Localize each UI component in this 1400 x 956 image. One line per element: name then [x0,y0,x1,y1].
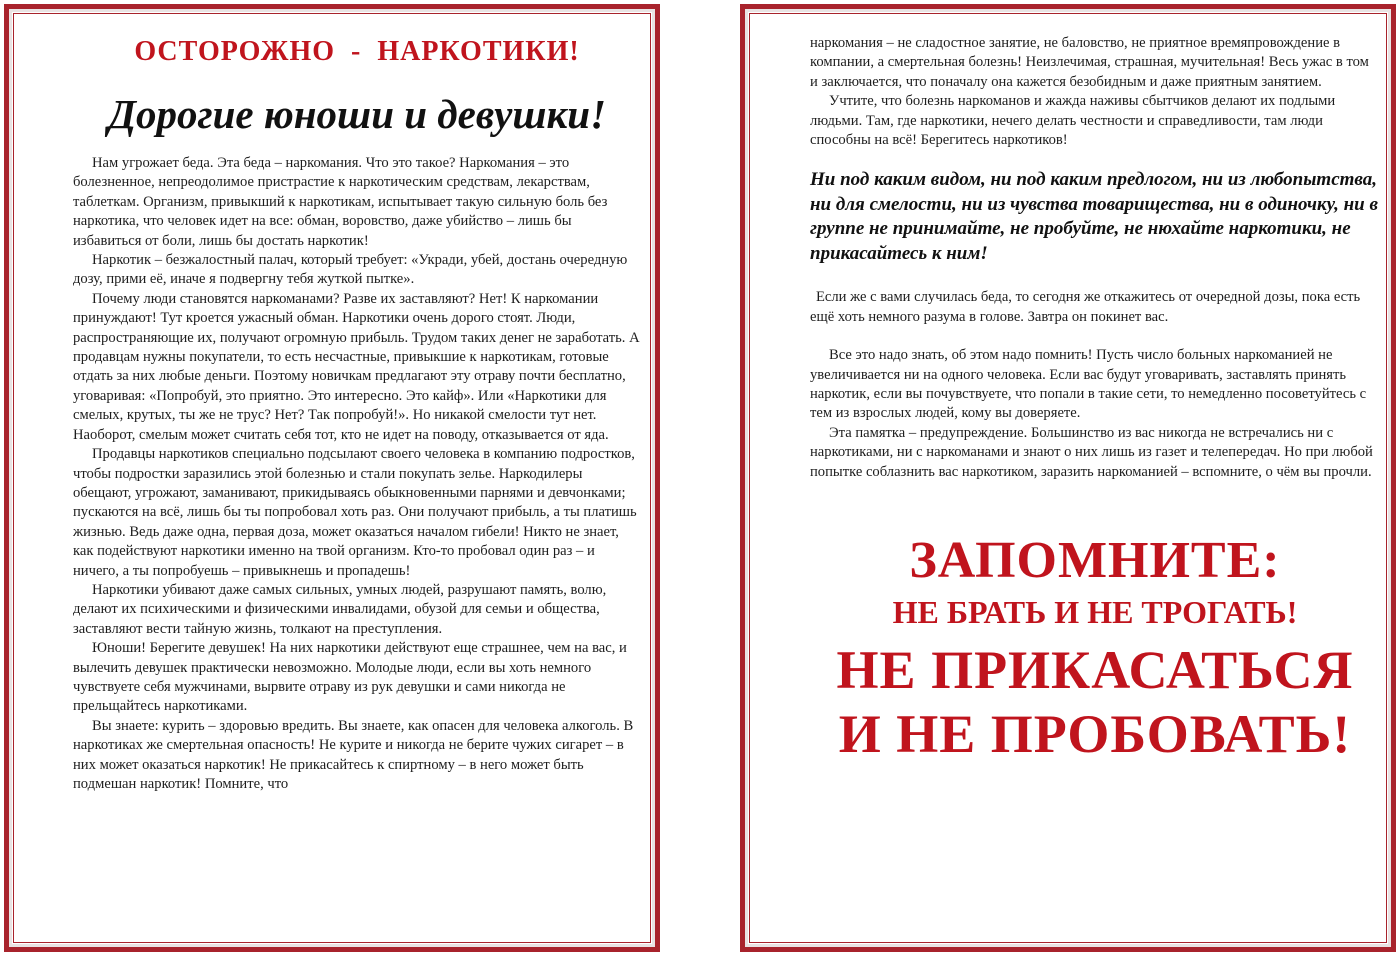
page-title: ОСТОРОЖНО - НАРКОТИКИ! [134,36,580,67]
paragraph: Нам угрожает беда. Эта беда – наркомания. Что это такое? Наркомания – это болезненное, непреодолимое пристрастие к наркотическим средствам, лекарствам, таблеткам. Организм, привыкший к наркотикам, испытывает такую сильную боль без наркотика, что человек идет на все: обман, воровство, даже убийство – лишь бы избавиться от боли, лишь бы достать наркотик! [73,155,608,249]
slogan-block [810,530,1380,766]
paragraph: Эта памятка – предупреждение. Большинство из вас никогда не встречались ни с наркотиками, ни с наркоманами и знают о них лишь из газет и телепередач. Но при любой попытке соблазнить вас наркотиком, заразить наркоманией – вспомните, о чём вы прочли. [810,424,1373,480]
slogan-dont-touch: НЕ ПРИКАСАТЬСЯ [836,640,1354,701]
paragraph: Юноши! Берегите девушек! На них наркотики действуют еще страшнее, чем на вас, и вылечить девушек практически невозможно. Молодые люди, если вы хоть немного чувствуете себя мужчинами, вырвите отраву из рук девушки и сами никогда не прельщайтесь наркотиками. [73,640,627,715]
right-content [810,34,1380,766]
paragraph: Учтите, что болезнь наркоманов и жажда наживы сбытчиков делают их подлыми людьми. Там, где наркотики, нечего делать честности и справедливости, там люди способны на всё! Берегитесь наркотиков! [810,93,1336,149]
warning-text: Ни под каким видом, ни под каким предлогом, ни из любопытства, ни для смелости, ни из чувства товарищества, ни в одиночку, ни в группе не принимайте, не пробуйте, не нюхайте наркотики, не прикасайтесь к ним! [810,169,1378,264]
paragraph: наркомания – не сладостное занятие, не баловство, не приятное времяпровождение в компании, а смертельная болезнь! Неизлечимая, страшная, мучительная! Весь ужас в том и заключается, что поначалу она кажется безобидным и даже приятным занятием. [810,35,1369,90]
page-subtitle: Дорогие юноши и девушки! [107,91,607,137]
paragraph: Если же с вами случилась беда, то сегодня же откажитесь от очередной дозы, пока есть ещё хоть немного разума в голове. Завтра он покинет вас. [810,289,1361,325]
left-page [0,0,664,956]
right-page [736,0,1400,956]
slogan-dont-try: И НЕ ПРОБОВАТЬ! [838,704,1352,765]
paragraph: Вы знаете: курить – здоровью вредить. Вы знаете, как опасен для человека алкоголь. В наркотиках же смертельная опасность! Не курите и никогда не берите чужих сигарет – в них может оказаться наркотик! Не прикасайтесь к спиртному – в него может быть подмешан наркотик! Помните, что [73,717,634,792]
left-content [73,36,641,794]
slogan-remember: ЗАПОМНИТЕ: [909,532,1281,590]
paragraph: Наркотик – безжалостный палач, который требует: «Укради, убей, достань очередную дозу, прими её, иначе я подвергну тебя жуткой пытке». [73,252,628,288]
paragraph: Почему люди становятся наркоманами? Разве их заставляют? Нет! К наркомании принуждают! Тут кроется ужасный обман. Наркотики очень дорого стоят. Люди, распространяющие их, получают огромную прибыль. Трудом таких денег не заработать. А продавцам нужны покупатели, то есть несчастные, привыкшие к наркотикам, готовые отдать за них любые деньги. Поэтому новичкам предлагают эту отраву почти бесплатно, уговаривая: «Попробуй, это приятно. Это интересно. Это кайф». Или «Наркотики для смелых, крутых, ты же не трус? Нет? Так попробуй!». Но никакой смелости тут нет. Наоборот, смелым может считать себя тот, кто не идет на поводу, отказывается от яда. [73,290,640,443]
paragraph: Все это надо знать, об этом надо помнить! Пусть число больных наркоманией не увеличивается ни на одного человека. Если вас будут уговаривать, заставлять принять наркотик, если вы почувствуете, что попали в такие сети, то немедленно посоветуйтесь с тем из взрослых людей, кому вы доверяете. [810,347,1367,422]
slogan-dont-take: НЕ БРАТЬ И НЕ ТРОГАТЬ! [892,594,1298,631]
paragraph: Наркотики убивают даже самых сильных, умных людей, разрушают память, волю, делают их психическими и физическими инвалидами, обузой для семьи и общества, заставляют вести тайную жизнь, толкают на преступления. [73,581,607,637]
paragraph: Продавцы наркотиков специально подсылают своего человека в компанию подростков, чтобы подростки заразились этой болезнью и стали покупать зелье. Наркодилеры обещают, угрожают, заманивают, прикидываясь обыкновенными парнями и девчонками; пускаются на всё, лишь бы ты попробовал хоть раз. Они получают прибыль, а ты платишь жизнью. Ведь даже одна, первая доза, может оказаться началом гибели! Никто не знает, как подействуют наркотики именно на твой организм. Кто-то пробовал один раз – и ничего, а ты попробуешь – привыкнешь и пропадешь! [73,446,637,579]
